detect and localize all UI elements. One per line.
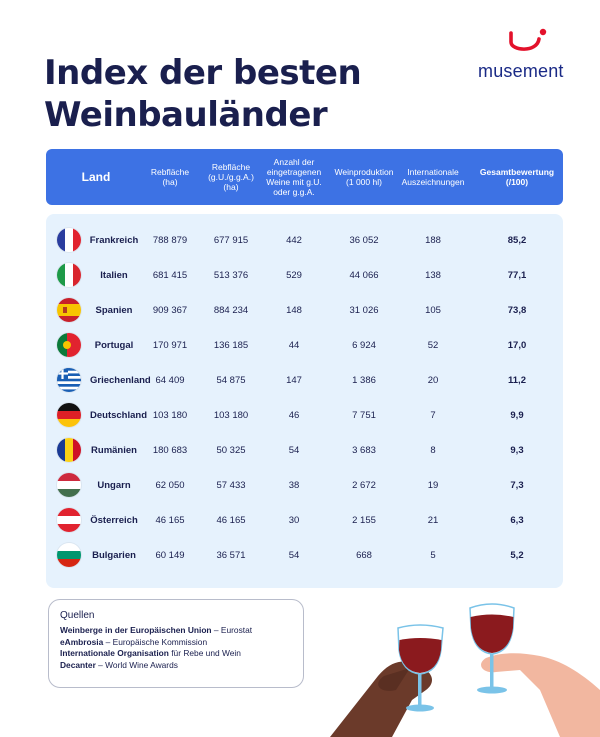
cell-rebflaeche-gu: 884 234 <box>213 304 249 316</box>
cell-produktion: 31 026 <box>349 304 379 316</box>
country-name: Bulgarien <box>92 549 136 561</box>
cell-rebflaeche-gu: 103 180 <box>213 409 249 421</box>
cell-auszeichnungen: 7 <box>430 409 436 421</box>
cell-rebflaeche: 103 180 <box>152 409 188 421</box>
cell-rebflaeche: 909 367 <box>152 304 188 316</box>
cell-anzahl: 54 <box>288 444 300 456</box>
cell-produktion: 3 683 <box>352 444 376 456</box>
logo-text: musement <box>478 61 564 81</box>
cell-auszeichnungen: 138 <box>425 269 441 281</box>
country-name: Ungarn <box>97 479 131 491</box>
country-name: Italien <box>100 269 128 281</box>
header-rebflaeche: Rebfläche (ha) <box>150 167 190 187</box>
cell-gesamt: 9,3 <box>510 444 524 456</box>
source-name: Weinberge in der Europäischen Union <box>60 625 212 635</box>
cell-rebflaeche-gu: 677 915 <box>213 234 249 246</box>
cell-rebflaeche-gu: 46 165 <box>216 514 246 526</box>
cell-auszeichnungen: 105 <box>425 304 441 316</box>
cell-auszeichnungen: 5 <box>430 549 436 561</box>
cell-produktion: 2 672 <box>352 479 376 491</box>
cell-anzahl: 148 <box>286 304 302 316</box>
sources-title: Quellen <box>60 610 95 621</box>
cell-rebflaeche: 62 050 <box>155 479 185 491</box>
cell-rebflaeche: 46 165 <box>155 514 185 526</box>
cell-rebflaeche-gu: 57 433 <box>216 479 246 491</box>
source-name: Decanter <box>60 659 96 670</box>
title-line-2: Weinbauländer <box>44 95 328 135</box>
cell-rebflaeche: 681 415 <box>152 269 188 281</box>
header-rebflaeche-gu: Rebfläche (g.U./g.g.A.) (ha) <box>208 162 254 192</box>
title-line-1: Index der besten <box>44 53 362 93</box>
cell-anzahl: 529 <box>286 269 302 281</box>
header-auszeichnungen: Internationale Auszeichnungen <box>401 167 465 187</box>
country-name: Deutschland <box>90 409 148 421</box>
cell-gesamt: 6,3 <box>510 514 524 526</box>
cell-gesamt: 5,2 <box>510 549 524 561</box>
header-produktion: Weinproduktion (1 000 hl) <box>334 167 394 187</box>
cell-produktion: 1 386 <box>352 374 376 386</box>
cell-rebflaeche-gu: 36 571 <box>216 549 246 561</box>
cell-auszeichnungen: 188 <box>425 234 441 246</box>
cell-rebflaeche-gu: 54 875 <box>216 374 246 386</box>
country-name: Frankreich <box>89 234 139 246</box>
cell-rebflaeche: 788 879 <box>152 234 188 246</box>
cell-rebflaeche-gu: 136 185 <box>213 339 249 351</box>
cell-gesamt: 9,9 <box>510 409 524 421</box>
cell-auszeichnungen: 8 <box>430 444 436 456</box>
source-publisher: für Rebe und Wein <box>168 648 241 658</box>
cell-anzahl: 147 <box>286 374 302 386</box>
cell-produktion: 6 924 <box>352 339 376 351</box>
cell-produktion: 668 <box>356 549 372 561</box>
cell-produktion: 2 155 <box>352 514 376 526</box>
cell-rebflaeche-gu: 513 376 <box>213 269 249 281</box>
cell-auszeichnungen: 20 <box>427 374 439 386</box>
cell-rebflaeche: 64 409 <box>155 374 185 386</box>
country-name: Portugal <box>94 339 134 351</box>
country-name: Griechenland <box>90 374 151 386</box>
cell-anzahl: 54 <box>288 549 300 561</box>
source-name: Internationale Organisation <box>60 648 169 658</box>
cell-anzahl: 30 <box>288 514 300 526</box>
header-land: Land <box>81 170 111 184</box>
country-name: Rumänien <box>91 444 137 456</box>
header-anzahl: Anzahl der eingetragenen Weine mit g.U. oder g.g.A. <box>266 157 322 197</box>
country-name: Österreich <box>90 514 138 526</box>
source-name: eAmbrosia <box>60 636 104 647</box>
cell-auszeichnungen: 19 <box>427 479 439 491</box>
cell-rebflaeche: 180 683 <box>152 444 188 456</box>
cell-rebflaeche: 170 971 <box>152 339 188 351</box>
cell-produktion: 44 066 <box>349 269 379 281</box>
source-publisher: – Europäische Kommission <box>103 636 208 647</box>
cell-gesamt: 11,2 <box>508 374 526 386</box>
cell-gesamt: 17,0 <box>507 339 527 351</box>
right-wine-glass-icon <box>470 604 514 694</box>
cell-anzahl: 442 <box>286 234 302 246</box>
cell-produktion: 7 751 <box>352 409 376 421</box>
cell-gesamt: 73,8 <box>507 304 527 316</box>
cell-rebflaeche-gu: 50 325 <box>216 444 246 456</box>
cell-rebflaeche: 60 149 <box>155 549 185 561</box>
cell-gesamt: 7,3 <box>510 479 524 491</box>
cell-anzahl: 44 <box>288 339 300 351</box>
cell-auszeichnungen: 21 <box>427 514 439 526</box>
cell-anzahl: 46 <box>288 409 300 421</box>
cell-produktion: 36 052 <box>349 234 379 246</box>
right-hand-icon <box>481 653 600 737</box>
source-publisher: – World Wine Awards <box>95 659 178 670</box>
header-gesamt: Gesamtbewertung (/100) <box>479 167 555 187</box>
cell-auszeichnungen: 52 <box>427 339 439 351</box>
country-name: Spanien <box>95 304 133 316</box>
cell-anzahl: 38 <box>288 479 300 491</box>
source-publisher: – Eurostat <box>211 625 253 635</box>
cell-gesamt: 77,1 <box>507 269 527 281</box>
cell-gesamt: 85,2 <box>507 234 527 246</box>
